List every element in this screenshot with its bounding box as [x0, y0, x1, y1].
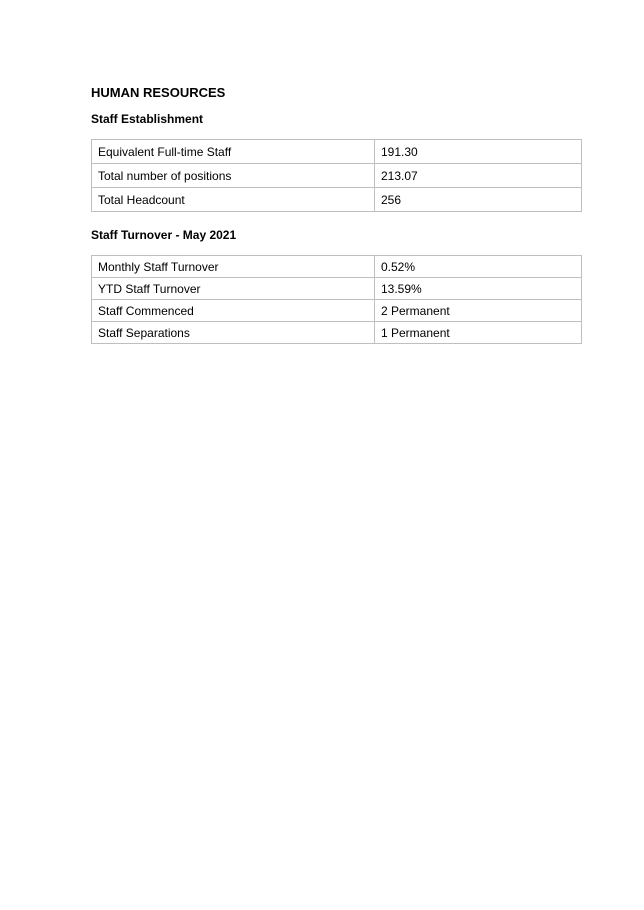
- table-row: [92, 140, 582, 164]
- document-page: [91, 84, 581, 344]
- section-heading: HUMAN RESOURCES: [91, 85, 226, 100]
- row-label: Staff Separations: [92, 322, 375, 344]
- row-label: Monthly Staff Turnover: [92, 256, 375, 278]
- row-value: 256: [375, 188, 582, 212]
- turnover-title: Staff Turnover - May 2021: [91, 228, 237, 242]
- row-value: 1 Permanent: [375, 322, 582, 344]
- table-row: [92, 188, 582, 212]
- row-label: Total number of positions: [92, 164, 375, 188]
- table-row: [92, 300, 582, 322]
- row-value: 191.30: [375, 140, 582, 164]
- table-row: [92, 164, 582, 188]
- establishment-title: Staff Establishment: [91, 112, 204, 126]
- row-value: 213.07: [375, 164, 582, 188]
- row-label: YTD Staff Turnover: [92, 278, 375, 300]
- row-label: Total Headcount: [92, 188, 375, 212]
- table-row: [92, 322, 582, 344]
- table-row: [92, 278, 582, 300]
- row-value: 2 Permanent: [375, 300, 582, 322]
- row-value: 13.59%: [375, 278, 582, 300]
- row-value: 0.52%: [375, 256, 582, 278]
- turnover-table: [91, 255, 582, 344]
- table-row: [92, 256, 582, 278]
- row-label: Equivalent Full-time Staff: [92, 140, 375, 164]
- row-label: Staff Commenced: [92, 300, 375, 322]
- establishment-table: [91, 139, 582, 212]
